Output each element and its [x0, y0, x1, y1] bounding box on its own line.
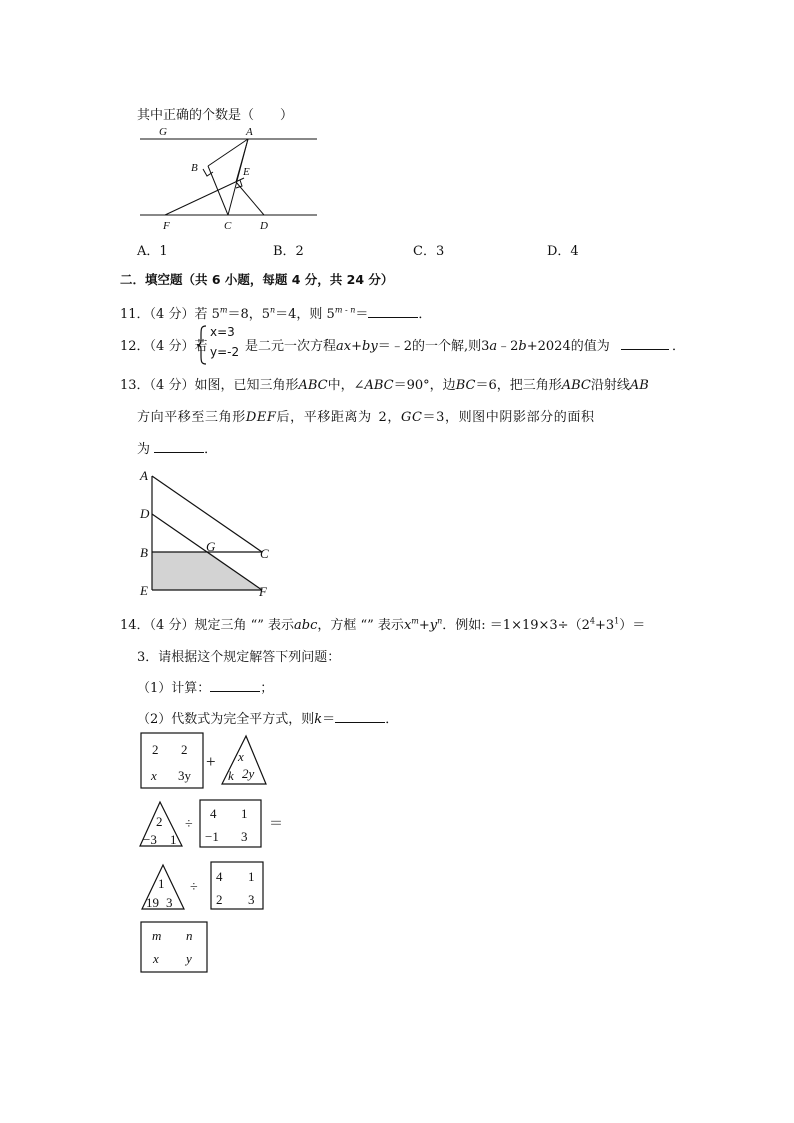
label-g: G	[206, 539, 216, 554]
q10-option-d: D．4	[547, 244, 579, 259]
tri2-left: −3	[143, 832, 157, 847]
q14-sub2-label: （2）代数式为完全平方式，则	[137, 712, 315, 727]
label-e: E	[140, 583, 148, 598]
q13-l1a: 13．（4 分）如图，已知三角形	[120, 378, 299, 393]
box4-a: m	[152, 928, 162, 943]
plus-op: +	[206, 752, 216, 771]
label-e: E	[243, 166, 250, 178]
box2-d: 3	[241, 829, 248, 844]
tri1-left: k	[228, 768, 234, 783]
box2-a: 4	[210, 806, 217, 821]
tri1-top: x	[238, 749, 244, 764]
q12-tail: +2024的值为	[526, 339, 610, 354]
q13-ab: AB	[629, 378, 649, 393]
eq-op: ＝	[269, 817, 283, 832]
label-c: C	[224, 220, 232, 232]
q14-x: x	[403, 618, 412, 633]
q12-prefix: 12．（4 分）若	[120, 339, 208, 354]
label-d: D	[260, 220, 268, 232]
box1-a: 2	[152, 742, 159, 757]
q12-mid: 是二元一次方程	[245, 339, 337, 354]
q13-abc3: ABC	[561, 378, 591, 393]
tri3-top: 1	[158, 876, 165, 891]
q13-l1d: ＝6，把三角形	[475, 378, 562, 393]
q13-abc2: ABC	[364, 378, 394, 393]
q13-l1c: ＝90°，边	[393, 378, 456, 393]
tri2-top: 2	[156, 814, 163, 829]
div-op-1: ÷	[185, 817, 193, 832]
q14-sub1-end: ；	[260, 681, 274, 696]
q13-l2b: 后，平移距离为 2，	[276, 410, 401, 425]
box4-d: y	[186, 951, 192, 966]
q12-rest: ＝﹣2的一个解,则3	[377, 339, 490, 354]
q11-exp-n: n	[270, 305, 276, 315]
q12-end: ．	[672, 339, 686, 354]
box4-b: n	[186, 928, 193, 943]
q14-y: y	[429, 618, 438, 633]
label-b: B	[140, 545, 148, 560]
q10-option-c: C．3	[413, 244, 445, 259]
div-op-2: ÷	[190, 880, 198, 895]
box1-c: x	[151, 768, 157, 783]
box-4	[141, 922, 207, 972]
label-f: F	[259, 584, 267, 599]
q12-by: by	[362, 339, 378, 354]
q12-plus: +	[351, 339, 363, 354]
q13-abc1: ABC	[298, 378, 328, 393]
q13-l2a: 方向平移至三角形	[137, 410, 246, 425]
q13-l3a: 为	[137, 442, 151, 457]
q13-bc: BC	[455, 378, 476, 393]
box3-b: 1	[248, 869, 255, 884]
label-a: A	[246, 126, 253, 138]
q14-l1c: ．例如: ＝1×19×3÷（2	[442, 618, 590, 633]
q14-abc: abc	[294, 618, 318, 633]
q12-a: a	[489, 339, 498, 354]
q11-prefix: 11．（4 分）若 5	[120, 307, 220, 322]
q14-k: k	[314, 712, 323, 727]
tri1-right: 2y	[242, 766, 255, 781]
q11-mid2: ＝4，则 5	[275, 307, 335, 322]
q11-mid3: ＝	[355, 307, 369, 322]
q12-ax: ax	[336, 339, 352, 354]
box4-c: x	[153, 951, 159, 966]
q11-exp-m: m	[219, 305, 228, 315]
box3-a: 4	[216, 869, 223, 884]
q11-exp-mn: m - n	[334, 305, 356, 315]
q13-gc: GC	[400, 410, 423, 425]
q12-sys-line1: x=3	[210, 325, 235, 339]
box2-b: 1	[241, 806, 248, 821]
label-f: F	[163, 220, 170, 232]
section-heading: 二．填空题（共 6 小题，每题 4 分，共 24 分）	[120, 272, 394, 287]
label-d: D	[140, 506, 150, 521]
q11-mid1: ＝8，5	[227, 307, 270, 322]
q14-sub2-end: ．	[385, 712, 399, 727]
q10-option-b: B．2	[273, 244, 304, 259]
q12-minus: ﹣2	[497, 339, 519, 354]
box3-d: 3	[248, 892, 255, 907]
q13-l1e: 沿射线	[590, 378, 630, 393]
q10-option-a: A．1	[137, 244, 168, 259]
q13-l1b: 中，∠	[327, 378, 365, 393]
q14-n: n	[437, 616, 443, 626]
box3-c: 2	[216, 892, 223, 907]
tri2-right: 1	[170, 832, 177, 847]
q14-plus: +	[418, 618, 430, 633]
q12-sys-line2: y=-2	[210, 345, 240, 359]
q14-e1: 1	[614, 616, 620, 626]
q14-sub2-eq: ＝	[322, 712, 336, 727]
label-a: A	[140, 468, 148, 483]
q11-end: ．	[418, 307, 432, 322]
q14-l1e: ）＝	[619, 618, 646, 633]
q13-def: DEF	[245, 410, 277, 425]
box1-b: 2	[181, 742, 188, 757]
q10-stem: 其中正确的个数是（ ）	[137, 108, 294, 123]
q13-l2c: ＝3，则图中阴影部分的面积	[422, 410, 595, 425]
q14-l1a: 14．（4 分）规定三角 “” 表示	[120, 618, 295, 633]
tri3-right: 3	[166, 895, 173, 910]
box2-c: −1	[205, 829, 219, 844]
label-c: C	[260, 546, 269, 561]
q12-b: b	[518, 339, 527, 354]
q14-m: m	[411, 616, 419, 626]
label-b: B	[191, 162, 198, 174]
q14-e4: 4	[589, 616, 595, 626]
tri3-left: 19	[146, 895, 159, 910]
q14-line2: 3．请根据这个规定解答下列问题：	[137, 650, 341, 665]
q14-l1b: ，方框 “” 表示	[317, 618, 404, 633]
label-g: G	[159, 126, 167, 138]
box1-d: 3y	[178, 768, 191, 783]
q13-end: ．	[204, 442, 218, 457]
q14-sub1-label: （1）计算：	[137, 681, 211, 696]
q14-l1d: +3	[594, 618, 615, 633]
